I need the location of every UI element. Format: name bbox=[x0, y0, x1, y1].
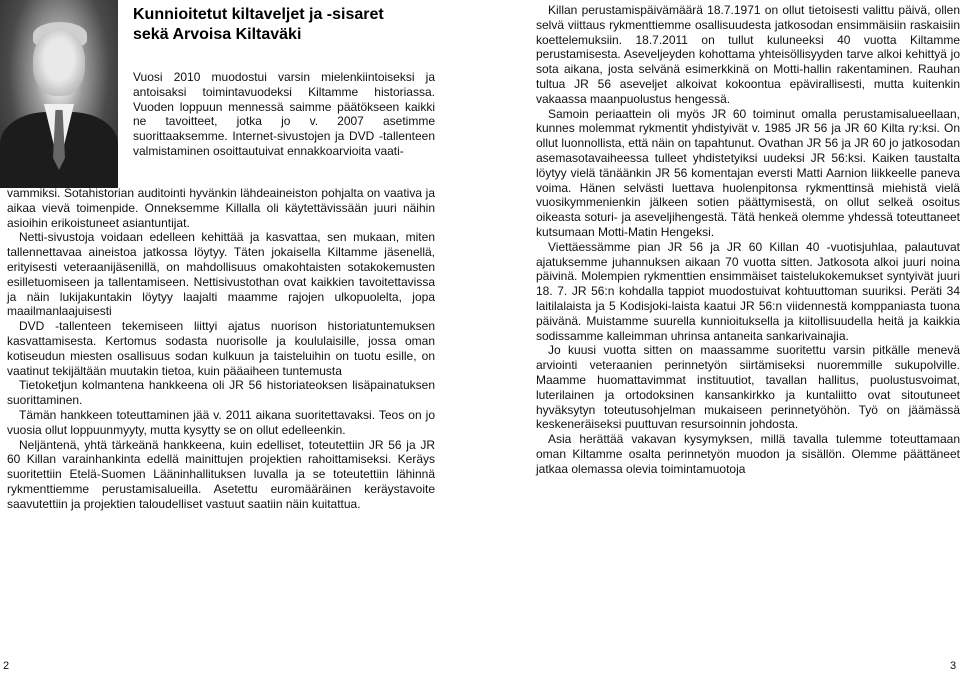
page-title bbox=[133, 5, 433, 45]
right-paragraph-1: Killan perustamispäivämäärä 18.7.1971 on ollut tietoisesti valittu päivä, ollen selvä viittaus rykmenttiemme osallisuudesta jatkosodan ensimmäisiin raskaisiin koettelemuksiin. 18.7.2011 on tullut kuluneeksi 40 vuotta Kiltamme perustamisesta. Aseveljeyden kohottama yhteisöllisyyden tarve alkoi kehittyä jo sota aikana, josta selvänä esimerkkinä on Motti-hallin rakentaminen. Rauhan tultua JR 56 aseveljet alkoivat kokoontua epävirallisesti, mutta kuitenkin vakaassa maanpuolustus hengessä. bbox=[536, 3, 960, 106]
left-paragraph-5: Tämän hankkeen toteuttaminen jää v. 2011 aikana suoritettavaksi. Teos on jo vuosia ollut loppuunmyyty, mutta kysytty se on ollut edelleenkin. bbox=[7, 407, 435, 437]
left-paragraph-2: Netti-sivustoja voidaan edelleen kehittää ja kasvattaa, sen mukaan, miten tallennettavaa aineistoa jatkossa löytyy. Täten jokaisella Kiltamme jäsenellä, erityisesti veteraanijäsenillä, on mahdollisuus omakohtaisten sotakokemusten esilletuomiseen ja tallentamiseen. Nettisivustothan ovat kaikkien tavoitettavissa ja näin lukijakuntakin löytyy laajalti maamme rajojen ulkopuolelta, jopa maailmanlaajuisesti bbox=[7, 230, 435, 319]
title-line-2: sekä Arvoisa Kiltaväki bbox=[133, 26, 302, 43]
right-paragraph-2: Samoin periaattein oli myös JR 60 toiminut omalla perustamisalueellaan, kunnes molemmat rykmentit yhdistyivät v. 1985 JR 56 ja JR 60 Kilta ry:ksi. On ollut luonnollista, että näin on tapahtunut. Ovathan JR 56 ja JR 60 jo jatkosodan asemasotavaiheessa tulleet yhdistetyiksi uudeksi JR 56:ksi. Kaiken taustalta löytyy vielä tänäänkin JR 56 komentajan eversti Matti Aarnion liikkeelle paneva voima. Hänen selvästi luettava huolenpitonsa rykmenttinsä miehistä vielä vuosikymmenienkin jälkeen sotien päättymisestä, on ollut selkeä osoitus oikeasta soturi- ja aseveljihengestä. Tätä henkeä olemme yhdessä toteuttaneet kutsumaan Motti-Matin Hengeksi. bbox=[536, 106, 960, 239]
intro-paragraph: Vuosi 2010 muodostui varsin mielenkiintoiseksi ja antoisaksi toimintavuodeksi Kiltamme historiassa. Vuoden loppuun mennessä saimme päätökseen kaikki ne tavoitteet, jotka jo v. 2007 asetimme suorittaaksemme. Internet-sivustojen ja DVD -tallenteen valmistaminen osoittautuivat ennakkoarvioita vaati- bbox=[133, 70, 435, 158]
right-paragraph-4: Jo kuusi vuotta sitten on maassamme suoritettu varsin pitkälle menevä arviointi veteraanien perinnetyön siirtämiseksi nuoremmille sukupolville. Maamme huomattavimmat instituutiot, tavallan hallitus, puolustusvoimat, luterilainen ja ortodoksinen kansankirkko ja kuntaliitto ovat sitoutuneet hyväksytyn toteutusohjelman mukaiseen perinnetyöhön. Työ on jäämässä keskeneräiseksi puuttuvan resursoinnin johdosta. bbox=[536, 343, 960, 432]
right-paragraph-5: Asia herättää vakavan kysymyksen, millä tavalla tulemme toteuttamaan oman Kiltamme osalta perinnetyön muodon ja sisällön. Olemme päättäneet jatkaa olemassa olevia toimintamuotoja bbox=[536, 432, 960, 476]
left-paragraph-4: Tietoketjun kolmantena hankkeena oli JR 56 historiateoksen lisäpainatuksen suorittaminen. bbox=[7, 378, 435, 408]
page-number-right: 3 bbox=[950, 660, 957, 672]
right-paragraph-3: Viettäessämme pian JR 56 ja JR 60 Killan 40 -vuotisjuhlaa, palautuvat ajatuksemme juhannuksen aikaan 70 vuotta sitten. Jatkosota alkoi juuri noina päivinä. Molempien rykmenttien ensimmäiset taistelukokemukset syntyivät juuri 18. 7. JR 56:n kohdalla tappiot muodostuivat kohtuuttoman suuriksi. Peräti 34 laitilalaista ja 5 Kodisjoki-laista kaatui JR 56:n viidennestä komppaniasta tuona päivänä. Muistamme suurella kunnioituksella ja kiitollisuudella heitä ja kaikkia sodissamme kalleimman uhrinsa antaneita sankarivainajia. bbox=[536, 239, 960, 343]
portrait-face bbox=[33, 30, 85, 96]
left-paragraph-6: Neljäntenä, yhtä tärkeänä hankkeena, kuin edelliset, toteutettiin JR 56 ja JR 60 Killan varainhankinta edellä mainittujen projektien rahoittamiseksi. Keräys suoritettiin Etelä-Suomen Lääninhallituksen luvalla ja se toteutettiin lähinnä rykmenttiemme perustamisalueilla. Asetettu euromääräinen keräystavoite saavutettiin ja projektien taloudelliset vastuut saatiin näin kuitattua. bbox=[7, 437, 435, 511]
left-paragraph-3: DVD -tallenteen tekemiseen liittyi ajatus nuorison historiatuntemuksen kasvattamisesta. Kertomus sodasta nuorisolle ja koululaisille, jossa oman kotiseudun miesten osallisuus sodan kulkuun ja taisteluihin on tuotu esille, on vaatinut tekijältään muutakin tietoa, kuin pääaiheen tuntemusta bbox=[7, 319, 435, 378]
right-column bbox=[536, 3, 960, 477]
title-line-1: Kunnioitetut kiltaveljet ja -sisaret bbox=[133, 6, 384, 23]
portrait-photo bbox=[0, 0, 118, 188]
page-number-left: 2 bbox=[3, 660, 10, 672]
left-column bbox=[7, 186, 435, 512]
left-paragraph-1: vammiksi. Sotahistorian auditointi hyvänkin lähdeaineiston pohjalta on vaativa ja aikaa vievä toimenpide. Onneksemme Killalla oli käytettävissään juuri näihin asioihin erikoistuneet asiantuntijat. bbox=[7, 186, 435, 230]
